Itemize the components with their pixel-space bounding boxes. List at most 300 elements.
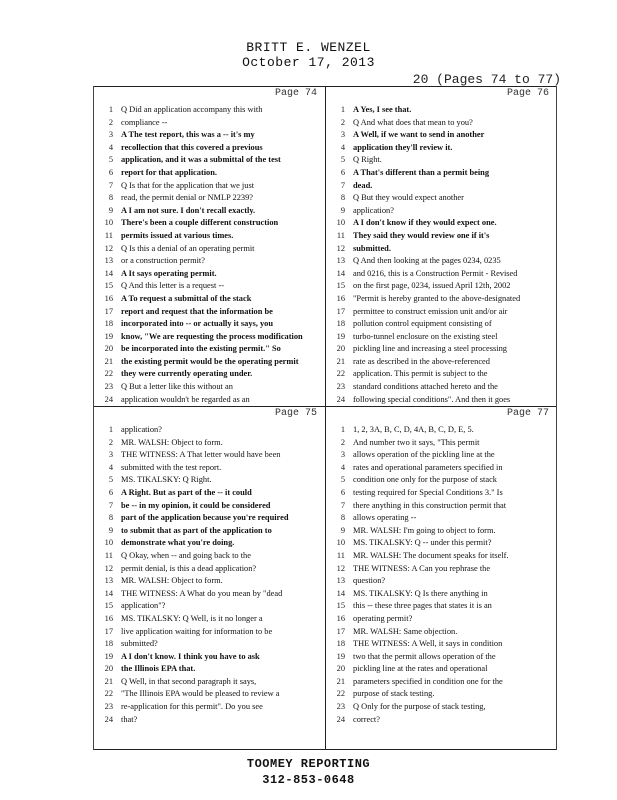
line-text: read, the permit denial or NMLP 2239? [121, 193, 254, 203]
line-number: 22 [104, 369, 113, 379]
line-number: 13 [104, 576, 113, 586]
transcript-line [325, 230, 557, 243]
line-number: 22 [104, 689, 113, 699]
transcript-line [93, 563, 325, 576]
page-label: Page 77 [506, 408, 549, 419]
line-number: 9 [340, 205, 345, 215]
line-number: 3 [340, 130, 345, 140]
line-text: application? [353, 205, 394, 215]
line-number: 12 [336, 243, 345, 253]
transcript-line [93, 638, 325, 651]
line-text: dead. [353, 180, 373, 190]
line-text: compliance -- [121, 117, 168, 127]
line-text: this -- these three pages that states it is an [353, 601, 492, 611]
line-text: MS. TIKALSKY: Q Right. [121, 475, 212, 485]
line-text: two that the permit allows operation of the [353, 651, 496, 661]
line-number: 21 [104, 676, 113, 686]
transcript-line [93, 343, 325, 356]
line-text: pollution control equipment consisting of [353, 319, 492, 329]
page-label: Page 74 [274, 88, 317, 99]
transcript-line [93, 575, 325, 588]
line-number: 16 [104, 613, 113, 623]
line-text: application they'll review it. [353, 142, 453, 152]
line-number: 6 [340, 487, 345, 497]
transcript-line [325, 525, 557, 538]
transcript-line [325, 192, 557, 205]
line-text: rate as described in the above-referenced [353, 356, 490, 366]
transcript-line [325, 437, 557, 450]
line-text: permit denial, is this a dead application? [121, 563, 257, 573]
line-text: to submit that as part of the application to [121, 525, 272, 535]
transcript-line [325, 318, 557, 331]
line-text: recollection that this covered a previous [121, 142, 263, 152]
transcript-line [93, 537, 325, 550]
line-number: 17 [336, 626, 345, 636]
line-text: permittee to construct emission unit and/or air [353, 306, 508, 316]
line-text: A It says operating permit. [121, 268, 217, 278]
transcript-line [325, 651, 557, 664]
deposition-date: October 17, 2013 [242, 55, 375, 70]
line-text: MR. WALSH: Object to form. [121, 576, 223, 586]
transcript-line [325, 280, 557, 293]
line-text: and 0216, this is a Construction Permit - Revised [353, 268, 518, 278]
line-number: 23 [104, 382, 113, 392]
line-number: 13 [336, 256, 345, 266]
line-text: Q But a letter like this without an [121, 382, 233, 392]
line-text: A That's different than a permit being [353, 167, 490, 177]
line-number: 19 [104, 651, 113, 661]
transcript-line [325, 613, 557, 626]
transcript-line [93, 449, 325, 462]
line-text: There's been a couple different construction [121, 218, 279, 228]
line-number: 1 [340, 105, 345, 114]
line-number: 7 [340, 500, 345, 510]
line-number: 19 [336, 331, 345, 341]
line-number: 4 [108, 142, 113, 152]
transcript-line [325, 424, 557, 437]
line-text: application wouldn't be regarded as an [121, 394, 250, 404]
line-number: 9 [108, 525, 113, 535]
transcript-line [93, 462, 325, 475]
transcript-line [93, 487, 325, 500]
line-number: 14 [336, 588, 345, 598]
transcript-line [93, 651, 325, 664]
line-number: 24 [104, 394, 113, 404]
transcript-line [325, 701, 557, 714]
transcript-line [325, 688, 557, 701]
transcript-line [93, 368, 325, 381]
transcript-line [325, 575, 557, 588]
transcript-line [93, 474, 325, 487]
transcript-line [93, 356, 325, 369]
transcript-line [325, 154, 557, 167]
line-text: Q And what does that mean to you? [353, 117, 473, 127]
transcript-line [93, 230, 325, 243]
line-text: THE WITNESS: A What do you mean by "dead [121, 588, 283, 598]
transcript-line [325, 167, 557, 180]
line-number: 10 [336, 538, 345, 548]
page-74 [93, 86, 325, 406]
transcript-line [325, 243, 557, 256]
page-label: Page 76 [506, 88, 549, 99]
transcript-line [325, 142, 557, 155]
line-number: 17 [104, 626, 113, 636]
line-text: MS. TIKALSKY: Q Is there anything in [353, 588, 488, 598]
transcript-line [325, 663, 557, 676]
line-text: purpose of stack testing. [353, 689, 435, 699]
transcript-line [93, 550, 325, 563]
transcript-line [93, 255, 325, 268]
line-number: 3 [108, 450, 113, 460]
transcript-line [325, 205, 557, 218]
line-number: 17 [104, 306, 113, 316]
line-text: Q Is this a denial of an operating permit [121, 243, 255, 253]
line-text: A Yes, I see that. [353, 105, 412, 114]
transcript-line [93, 280, 325, 293]
line-number: 22 [336, 689, 345, 699]
line-text: report and request that the information be [121, 306, 273, 316]
transcript-line [325, 714, 557, 727]
transcript-line [93, 180, 325, 193]
line-number: 16 [336, 293, 345, 303]
transcript-line [325, 588, 557, 601]
line-number: 4 [108, 462, 113, 472]
transcript-line [325, 550, 557, 563]
line-number: 18 [336, 319, 345, 329]
line-number: 20 [336, 344, 345, 354]
line-number: 22 [336, 369, 345, 379]
transcript-line [93, 167, 325, 180]
line-text: A Well, if we want to send in another [353, 130, 485, 140]
line-text: parameters specified in condition one for the [353, 676, 503, 686]
line-number: 20 [104, 344, 113, 354]
line-number: 2 [108, 437, 113, 447]
line-number: 20 [104, 664, 113, 674]
transcript-line [93, 688, 325, 701]
line-text: Q But they would expect another [353, 193, 464, 203]
line-number: 14 [104, 268, 113, 278]
transcript-line [325, 676, 557, 689]
line-number: 10 [104, 538, 113, 548]
line-number: 21 [104, 356, 113, 366]
line-text: report for that application. [121, 167, 217, 177]
transcript-line [93, 424, 325, 437]
line-text: re-application for this permit". Do you see [121, 702, 263, 712]
transcript-line [93, 394, 325, 407]
line-text: know, "We are requesting the process modification [121, 331, 303, 341]
transcript-line [325, 626, 557, 639]
transcript-line [325, 394, 557, 407]
line-text: MR. WALSH: The document speaks for itself. [353, 550, 509, 560]
transcript-line [93, 525, 325, 538]
line-number: 16 [104, 293, 113, 303]
transcript-line [325, 512, 557, 525]
line-text: A I am not sure. I don't recall exactly. [121, 205, 256, 215]
line-text: the Illinois EPA that. [121, 664, 196, 674]
line-number: 8 [340, 513, 345, 523]
transcript-line [325, 563, 557, 576]
line-number: 23 [104, 702, 113, 712]
transcript-line [325, 638, 557, 651]
line-text: A To request a submittal of the stack [121, 293, 252, 303]
line-number: 18 [104, 319, 113, 329]
line-number: 13 [336, 576, 345, 586]
transcript-line [325, 487, 557, 500]
line-text: incorporated into -- or actually it says, you [121, 319, 273, 329]
line-text: MR. WALSH: I'm going to object to form. [353, 525, 496, 535]
transcript-line [325, 343, 557, 356]
transcript-line [325, 217, 557, 230]
transcript-line [93, 714, 325, 727]
reporter-phone: 312-853-0648 [262, 773, 355, 787]
transcript-line [325, 268, 557, 281]
page-75 [93, 406, 325, 726]
pages-range: 20 (Pages 74 to 77) [412, 72, 561, 87]
line-text: submitted? [121, 639, 158, 649]
line-number: 7 [108, 500, 113, 510]
line-number: 10 [336, 218, 345, 228]
line-number: 16 [336, 613, 345, 623]
line-number: 23 [336, 702, 345, 712]
line-number: 1 [108, 105, 113, 114]
line-text: question? [353, 576, 386, 586]
transcript-line [325, 331, 557, 344]
line-number: 6 [108, 487, 113, 497]
transcript-line [93, 192, 325, 205]
line-text: 1, 2, 3A, B, C, D, 4A, B, C, D, E, 5. [353, 425, 474, 434]
line-number: 12 [104, 563, 113, 573]
line-number: 19 [336, 651, 345, 661]
line-text: Q Well, in that second paragraph it says, [121, 676, 257, 686]
line-number: 1 [108, 425, 113, 434]
transcript-lines [325, 424, 557, 726]
transcript-line [325, 356, 557, 369]
line-text: part of the application because you're required [121, 513, 289, 523]
line-text: A I don't know if they would expect one. [353, 218, 497, 228]
transcript-line [325, 537, 557, 550]
line-text: application? [121, 425, 162, 434]
transcript-lines [93, 424, 325, 726]
line-number: 8 [108, 193, 113, 203]
line-number: 15 [104, 601, 113, 611]
transcript-line [93, 626, 325, 639]
line-number: 2 [340, 117, 345, 127]
page-77 [325, 406, 557, 726]
line-text: MS. TIKALSKY: Q Well, is it no longer a [121, 613, 263, 623]
line-text: turbo-tunnel enclosure on the existing steel [353, 331, 498, 341]
line-number: 2 [340, 437, 345, 447]
line-number: 11 [104, 550, 113, 560]
line-number: 5 [340, 155, 345, 165]
page-label: Page 75 [274, 408, 317, 419]
transcript-line [93, 512, 325, 525]
line-number: 14 [104, 588, 113, 598]
transcript-line [93, 154, 325, 167]
transcript-line [325, 500, 557, 513]
line-text: submitted. [353, 243, 391, 253]
transcript-line [93, 142, 325, 155]
line-number: 24 [104, 714, 113, 724]
line-text: MR. WALSH: Object to form. [121, 437, 223, 447]
line-number: 6 [108, 167, 113, 177]
transcript-line [325, 129, 557, 142]
line-text: Q Did an application accompany this with [121, 105, 263, 114]
transcript-line [93, 217, 325, 230]
line-text: testing required for Special Conditions 3." Is [353, 487, 503, 497]
line-number: 8 [340, 193, 345, 203]
line-number: 3 [340, 450, 345, 460]
line-number: 2 [108, 117, 113, 127]
line-number: 11 [336, 230, 345, 240]
line-text: correct? [353, 714, 380, 724]
line-number: 8 [108, 513, 113, 523]
line-number: 9 [108, 205, 113, 215]
line-number: 4 [340, 142, 345, 152]
line-text: rates and operational parameters specified in [353, 462, 503, 472]
line-text: Q Only for the purpose of stack testing, [353, 702, 486, 712]
line-text: "The Illinois EPA would be pleased to review a [121, 689, 280, 699]
transcript-line [93, 437, 325, 450]
line-text: Q Okay, when -- and going back to the [121, 550, 251, 560]
line-number: 6 [340, 167, 345, 177]
transcript-line [325, 368, 557, 381]
line-text: operating permit? [353, 613, 413, 623]
transcript-line [325, 104, 557, 117]
line-number: 10 [104, 218, 113, 228]
line-text: submitted with the test report. [121, 462, 222, 472]
transcript-line [93, 129, 325, 142]
line-text: live application waiting for information to be [121, 626, 273, 636]
transcript-line [93, 500, 325, 513]
transcript-line [93, 318, 325, 331]
transcript-line [325, 180, 557, 193]
line-text: MS. TIKALSKY: Q -- under this permit? [353, 538, 492, 548]
transcript-line [325, 462, 557, 475]
transcript-line [93, 701, 325, 714]
line-text: Q And then looking at the pages 0234, 0235 [353, 256, 501, 266]
line-number: 11 [336, 550, 345, 560]
line-text: MR. WALSH: Same objection. [353, 626, 458, 636]
transcript-line [93, 663, 325, 676]
transcript-line [93, 306, 325, 319]
page-76 [325, 86, 557, 406]
line-text: permits issued at various times. [121, 230, 234, 240]
line-number: 15 [336, 281, 345, 291]
transcript-line [325, 474, 557, 487]
line-text: be incorporated into the existing permit." So [121, 344, 281, 354]
line-text: application"? [121, 601, 166, 611]
line-text: there anything in this construction permit that [353, 500, 507, 510]
transcript-line [93, 588, 325, 601]
line-number: 17 [336, 306, 345, 316]
line-number: 4 [340, 462, 345, 472]
line-text: that? [121, 714, 138, 724]
line-number: 15 [104, 281, 113, 291]
transcript-line [325, 117, 557, 130]
line-text: allows operating -- [353, 513, 417, 523]
line-text: A Right. But as part of the -- it could [121, 487, 252, 497]
line-text: be -- in my opinion, it could be considered [121, 500, 271, 510]
line-number: 11 [104, 230, 113, 240]
line-text: THE WITNESS: A Can you rephrase the [353, 563, 491, 573]
transcript-line [93, 676, 325, 689]
transcript-line [93, 104, 325, 117]
line-number: 12 [336, 563, 345, 573]
transcript-line [325, 255, 557, 268]
line-text: the existing permit would be the operating permit [121, 356, 299, 366]
line-number: 3 [108, 130, 113, 140]
transcript-lines [325, 104, 557, 406]
line-text: A The test report, this was a -- it's my [121, 130, 255, 140]
transcript-line [93, 243, 325, 256]
line-text: standard conditions attached hereto and the [353, 382, 498, 392]
line-text: pickling line and increasing a steel processing [353, 344, 507, 354]
transcript-line [325, 381, 557, 394]
line-text: application. This permit is subject to the [353, 369, 488, 379]
line-text: following special conditions". And then it goes [353, 394, 511, 404]
line-number: 18 [104, 639, 113, 649]
transcript-line [325, 293, 557, 306]
line-text: pickling line at the rates and operational [353, 664, 488, 674]
transcript-line [325, 306, 557, 319]
line-number: 24 [336, 714, 345, 724]
line-text: condition one only for the purpose of stack [353, 475, 497, 485]
transcript-line [93, 268, 325, 281]
line-number: 15 [336, 601, 345, 611]
line-number: 5 [108, 155, 113, 165]
line-text: or a construction permit? [121, 256, 205, 266]
line-number: 18 [336, 639, 345, 649]
line-text: Q Right. [353, 155, 382, 165]
transcript-lines [93, 104, 325, 406]
line-number: 5 [108, 475, 113, 485]
line-number: 9 [340, 525, 345, 535]
transcript-frame [93, 86, 557, 750]
line-number: 7 [340, 180, 345, 190]
line-text: A I don't know. I think you have to ask [121, 651, 260, 661]
line-text: allows operation of the pickling line at the [353, 450, 495, 460]
reporter-name: TOOMEY REPORTING [246, 757, 371, 771]
line-text: Q Is that for the application that we just [121, 180, 255, 190]
transcript-line [93, 331, 325, 344]
line-number: 12 [104, 243, 113, 253]
line-number: 23 [336, 382, 345, 392]
line-text: They said they would review one if it's [353, 230, 490, 240]
transcript-line [93, 117, 325, 130]
line-text: THE WITNESS: A Well, it says in condition [353, 639, 503, 649]
line-number: 13 [104, 256, 113, 266]
line-number: 21 [336, 356, 345, 366]
line-number: 5 [340, 475, 345, 485]
line-number: 21 [336, 676, 345, 686]
line-text: Q And this letter is a request -- [121, 281, 225, 291]
line-text: THE WITNESS: A That letter would have been [121, 450, 281, 460]
transcript-line [325, 600, 557, 613]
witness-name: BRITT E. WENZEL [246, 40, 371, 55]
line-text: on the first page, 0234, issued April 12th, 2002 [353, 281, 511, 291]
transcript-line [93, 613, 325, 626]
line-number: 24 [336, 394, 345, 404]
line-number: 7 [108, 180, 113, 190]
transcript-line [93, 205, 325, 218]
line-text: application, and it was a submittal of the test [121, 155, 281, 165]
line-text: "Permit is hereby granted to the above-designated [353, 293, 521, 303]
line-number: 1 [340, 425, 345, 434]
transcript-line [93, 293, 325, 306]
line-number: 19 [104, 331, 113, 341]
line-number: 14 [336, 268, 345, 278]
line-text: And number two it says, "This permit [353, 437, 480, 447]
